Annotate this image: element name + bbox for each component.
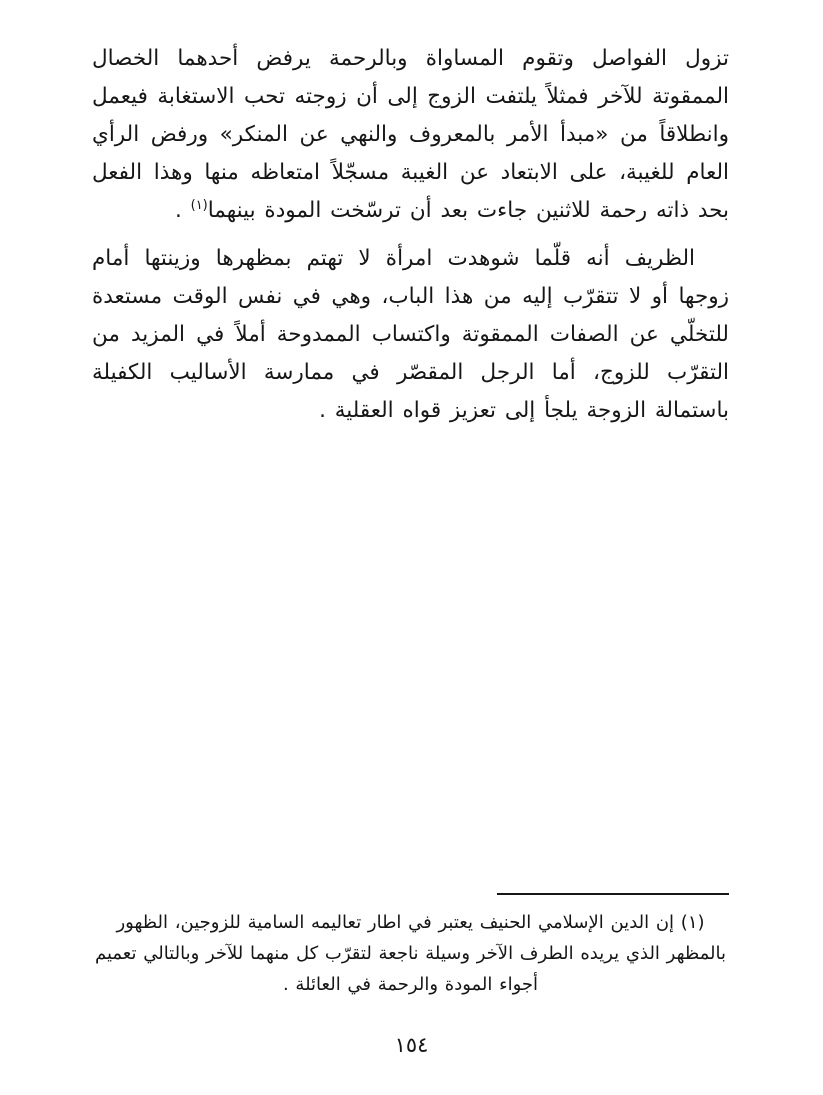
footnote-marker: (١) (680, 912, 705, 933)
paragraph-2-text: الظريف أنه قلّما شوهدت امرأة لا تهتم بمظهرها وزينتها أمام زوجها أو لا تتقرّب إليه من هذا الباب، وهي في نفس الوقت مستعدة للتخلّي عن الصفات الممقوتة واكتساب الممدوحة أملاً في المزيد من التقرّب للزوج، أما الرجل المقصّر في ممارسة الأساليب الكفيلة باستمالة الزوجة يلجأ إلى تعزيز قواه العقلية . (92, 246, 729, 423)
footnote (92, 907, 729, 1000)
main-text-block (92, 40, 729, 430)
footnote-divider (497, 893, 729, 895)
paragraph-1 (92, 40, 729, 230)
footnote-reference-marker: (١) (190, 197, 208, 213)
footnote-area (92, 893, 729, 1000)
page-number: ١٥٤ (394, 1033, 429, 1057)
paragraph-2 (92, 240, 729, 430)
paragraph-1-text: تزول الفواصل وتقوم المساواة وبالرحمة يرفض أحدهما الخصال الممقوتة للآخر فمثلاً يلتفت الزوج إلى أن زوجته تحب الاستغابة فيعمل وانطلاقاً من «مبدأ الأمر بالمعروف والنهي عن المنكر» ورفض الرأي العام للغيبة، على الابتعاد عن الغيبة مسجّلاً امتعاظه منها وهذا الفعل بحد ذاته رحمة للاثنين جاءت بعد أن ترسّخت المودة بينهما (92, 46, 729, 223)
paragraph-1-period: . (174, 198, 191, 223)
footnote-text: إن الدين الإسلامي الحنيف يعتبر في اطار تعاليمه السامية للزوجين، الظهور بالمظهر الذي يريده الطرف الآخر وسيلة ناجعة لتقرّب كل منهما للآخر وبالتالي تعميم أجواء المودة والرحمة في العائلة . (94, 912, 727, 995)
